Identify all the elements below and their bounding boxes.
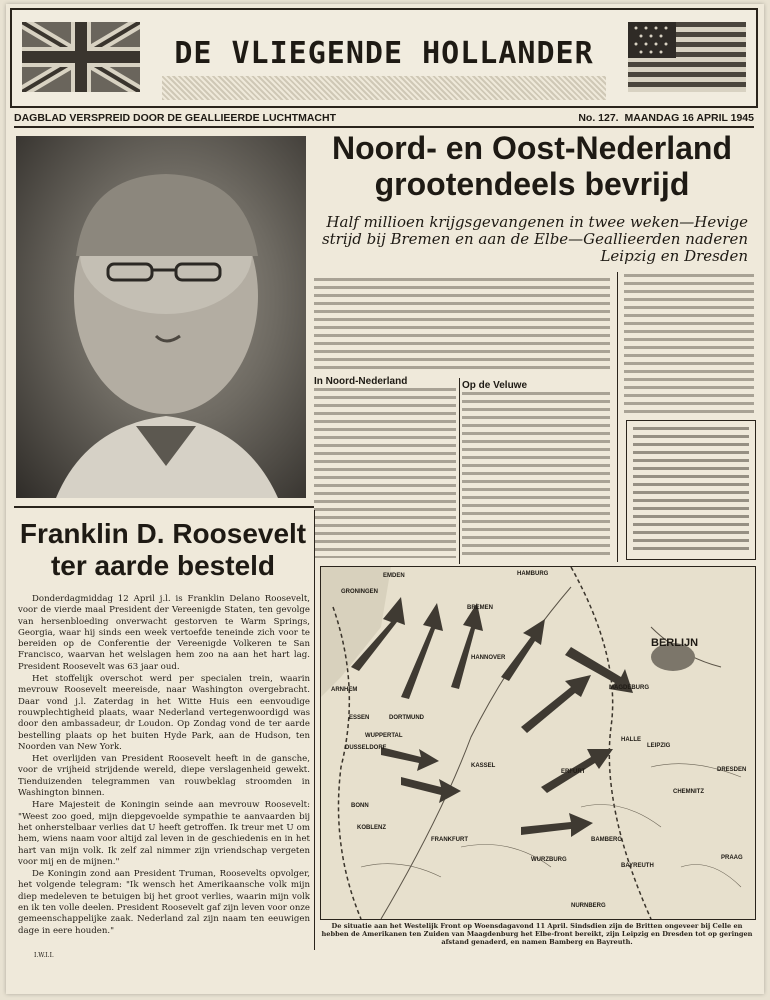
map-label-nurnberg: NURNBERG xyxy=(571,903,606,909)
issue-date xyxy=(578,112,754,124)
map-label-wurzburg: WURZBURG xyxy=(531,857,567,863)
map-label-emden: EMDEN xyxy=(383,573,405,579)
masthead xyxy=(10,8,758,108)
western-front-map xyxy=(320,566,756,920)
column-divider xyxy=(459,378,460,564)
fdr-headline xyxy=(14,518,312,582)
map-label-arnhem: ARNHEM xyxy=(331,687,358,693)
map-label-berlijn: BERLIJN xyxy=(651,637,699,649)
map-label-kassel: KASSEL xyxy=(471,763,496,769)
lead-subhead-line-3: Leipzig en Dresden xyxy=(600,247,748,265)
portrait-illustration xyxy=(16,136,306,498)
map-label-koblenz: KOBLENZ xyxy=(357,825,386,831)
date: MAANDAG 16 APRIL 1945 xyxy=(624,112,754,124)
map-label-bamberg: BAMBERG xyxy=(591,837,622,843)
map-caption: De situatie aan het Westelijk Front op Woensdagavond 11 April. Sindsdien zijn de Britten ongeveer bij Celle en hebben de Amerikanen ten Zuiden van Maagdenburg het Elbe-front bereikt, zijn Leipzig en Dresden tot op geringen afstand genaderd, en namen Bamberg en Bayreuth. xyxy=(321,922,753,946)
map-label-bayreuth: BAYREUTH xyxy=(621,863,654,869)
american-flag-icon xyxy=(628,22,746,92)
column-divider xyxy=(617,272,618,562)
lead-subhead xyxy=(318,214,748,265)
section-title-noord-nederland: In Noord-Nederland xyxy=(314,376,408,387)
fdr-headline-line-1: Franklin D. Roosevelt xyxy=(19,518,307,549)
fdr-paragraph: Donderdagmiddag 12 April j.l. is Franklin Delano Roosevelt, voor de vierde maal President der Vereenigde Staten, ten gevolge van hersenbloeding onverwacht gestorven te Warm Springs, Georgia, waar hij sinds een week vertoefde teneinde zich voor te bereiden op de Conferentie der Vereenigde Volkeren te San Francisco, waarvan het welslagen hem zoo na aan het hart lag. President Roosevelt was 63 jaar oud. xyxy=(18,594,310,672)
map-label-hamburg: HAMBURG xyxy=(517,571,549,577)
boxed-notice xyxy=(626,420,756,560)
map-label-hannover: HANNOVER xyxy=(471,655,506,661)
tagline: DAGBLAD VERSPREID DOOR DE GEALLIEERDE LUCHTMACHT xyxy=(14,112,337,124)
map-label-wuppertal: WUPPERTAL xyxy=(365,733,403,739)
masthead-rule xyxy=(14,126,754,128)
masthead-subline xyxy=(14,112,754,124)
column-divider xyxy=(314,510,315,950)
fdr-paragraph: Het stoffelijk overschot werd per specialen trein, waarin mevrouw Roosevelt meereisde, naar Washington overgebracht. Daar vond j.l. Zaterdag in het Witte Huis een eenvoudige rouwplechtigheid plaats, waar Nederland vertegenwoordigd was door den ambassadeur, dr Loudon. Op Zondag vond de ter aarde bestelling plaats op het buiten Hyde Park, aan de Hudson, ten Noorden van New York. xyxy=(18,674,310,752)
lead-subhead-line-2: strijd bij Bremen en aan de Elbe—Geallieerden naderen xyxy=(321,230,748,248)
map-label-dresden: DRESDEN xyxy=(717,767,747,773)
fdr-paragraph: Het overlijden van President Roosevelt heeft in de gansche, voor de vrijheid strijdende wereld, diepe verslagenheid gewekt. Tienduizenden telegrammen van rouwbeklag stroomden in Washington binnen. xyxy=(18,754,310,799)
map-label-halle: HALLE xyxy=(621,737,641,743)
map-label-leipzig: LEIPZIG xyxy=(647,743,671,749)
map-label-bonn: BONN xyxy=(351,803,369,809)
lead-headline xyxy=(312,130,752,202)
lead-subhead-line-1: Half millioen krijgsgevangenen in twee weken—Hevige xyxy=(326,213,748,231)
photo-rule xyxy=(14,506,314,508)
fdr-article-body xyxy=(18,594,310,938)
fdr-paragraph: Hare Majesteit de Koningin seinde aan mevrouw Roosevelt: "Weest zoo goed, mijn diepgevoelde sympathie te aanvaarden bij het onherstelbaar verlies dat U heeft getroffen. Ik treur met U om hem, wiens naam voor altijd zal leven in de geschiedenis en in het hart van mijn volk. Ik zelf zal nimmer zijn vriendschap vergeten voor mij en de mijnen." xyxy=(18,800,310,867)
map-label-groningen: GRONINGEN xyxy=(341,589,379,595)
issue-number: No. 127. xyxy=(578,112,619,124)
fdr-paragraph: De Koningin zond aan President Truman, Roosevelts opvolger, het volgende telegram: "Ik wensch het Amerikaansche volk mijn diep medeleven te betuigen bij het groot verlies, waarin mijn volk en ik ten volle deelen. President Roosevelt gaf zijn leven voor onze gemeenschappelijke zaak. Nederland zal zijn naam ten eeuwigen dage in eere houden." xyxy=(18,869,310,936)
fdr-headline-line-2: ter aarde besteld xyxy=(50,550,276,581)
lead-column-2 xyxy=(462,380,610,564)
british-flag-icon xyxy=(22,22,140,92)
masthead-shading xyxy=(162,76,606,100)
lead-column-1 xyxy=(314,376,456,564)
roosevelt-portrait-photo xyxy=(16,136,306,498)
lead-intro-text xyxy=(314,278,610,370)
map-label-frankfurt: FRANKFURT xyxy=(431,837,468,843)
lead-headline-line-1: Noord- en Oost-Nederland xyxy=(331,130,732,166)
map-label-bremen: BREMEN xyxy=(467,605,494,611)
map-label-chemnitz: CHEMNITZ xyxy=(673,789,704,795)
map-label-dortmund: DORTMUND xyxy=(389,715,424,721)
map-illustration xyxy=(321,567,755,919)
map-label-duesseldorf: DUSSELDORF xyxy=(345,745,387,751)
newspaper-title: DE VLIEGENDE HOLLANDER xyxy=(174,36,594,71)
map-label-erfurt: ERFURT xyxy=(561,769,586,775)
map-label-magdeburg: MAGDEBURG xyxy=(609,685,649,691)
lead-column-3 xyxy=(624,274,754,414)
signature: I.W.I.I. xyxy=(34,952,54,959)
map-label-essen: ESSEN xyxy=(349,715,370,721)
section-title-veluwe: Op de Veluwe xyxy=(462,380,528,391)
map-label-praag: PRAAG xyxy=(721,855,743,861)
lead-headline-line-2: grootendeels bevrijd xyxy=(374,166,690,202)
